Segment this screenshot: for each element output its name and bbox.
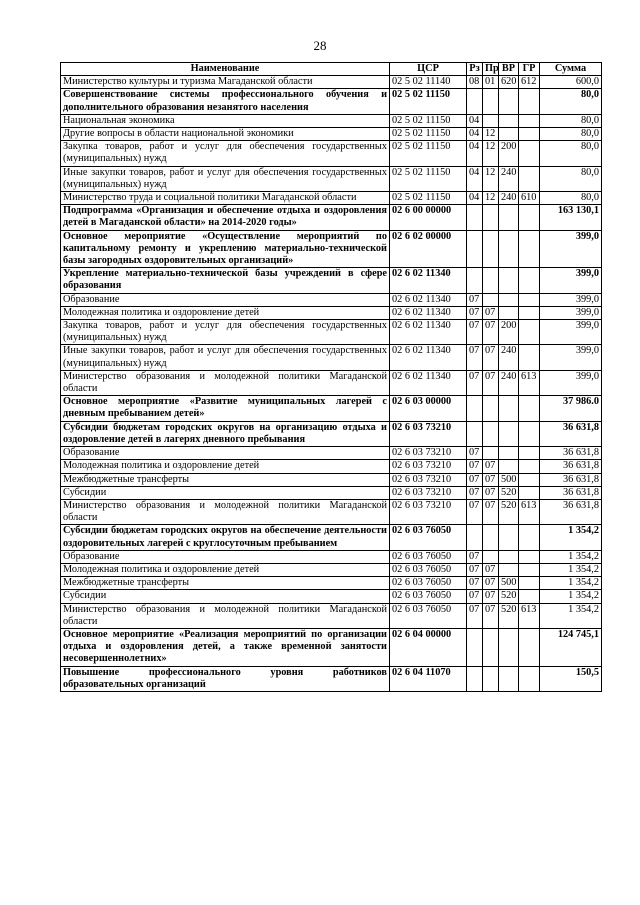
- row-pr: [483, 666, 499, 691]
- row-pr: 07: [483, 320, 499, 345]
- row-sum: 36 631,8: [540, 499, 602, 524]
- row-rz: 07: [467, 563, 483, 576]
- row-gr: [519, 128, 540, 141]
- row-pr: [483, 396, 499, 421]
- row-sum: 80,0: [540, 141, 602, 166]
- row-pr: [483, 230, 499, 268]
- row-name: Основное мероприятие «Осуществление мероприятий по капитальному ремонту и укреплению материально-технической базы загородных оздоровительных организаций»: [61, 230, 390, 268]
- row-gr: 613: [519, 370, 540, 395]
- row-name: Закупка товаров, работ и услуг для обеспечения государственных (муниципальных) нужд: [61, 141, 390, 166]
- row-csr: 02 6 02 00000: [390, 230, 467, 268]
- row-gr: [519, 320, 540, 345]
- row-sum: 163 130,1: [540, 205, 602, 230]
- table-row: [61, 666, 602, 691]
- row-csr: 02 6 02 11340: [390, 268, 467, 293]
- table-body: [61, 76, 602, 692]
- table-row: [61, 320, 602, 345]
- row-gr: [519, 166, 540, 191]
- row-pr: [483, 268, 499, 293]
- row-gr: [519, 421, 540, 446]
- row-gr: 612: [519, 76, 540, 89]
- row-sum: 80,0: [540, 192, 602, 205]
- row-csr: 02 6 03 76050: [390, 603, 467, 628]
- row-gr: [519, 628, 540, 666]
- row-name: Совершенствование системы профессионального обучения и дополнительного образования незанятого населения: [61, 89, 390, 114]
- row-sum: 1 354,2: [540, 563, 602, 576]
- row-sum: 80,0: [540, 114, 602, 127]
- row-name: Повышение профессионального уровня работников образовательных организаций: [61, 666, 390, 691]
- row-gr: [519, 230, 540, 268]
- row-rz: [467, 396, 483, 421]
- row-name: Иные закупки товаров, работ и услуг для обеспечения государственных (муниципальных) нужд: [61, 166, 390, 191]
- table-row: [61, 550, 602, 563]
- row-vr: 500: [499, 577, 519, 590]
- row-name: Межбюджетные трансферты: [61, 577, 390, 590]
- row-gr: [519, 473, 540, 486]
- table-row: [61, 141, 602, 166]
- row-csr: 02 6 03 73210: [390, 460, 467, 473]
- row-vr: 240: [499, 166, 519, 191]
- row-sum: 1 354,2: [540, 603, 602, 628]
- row-vr: 240: [499, 345, 519, 370]
- row-pr: [483, 114, 499, 127]
- table-row: [61, 230, 602, 268]
- table-row: [61, 577, 602, 590]
- page-number: 28: [313, 38, 327, 53]
- row-name: Министерство образования и молодежной политики Магаданской области: [61, 499, 390, 524]
- row-gr: [519, 114, 540, 127]
- row-rz: 07: [467, 473, 483, 486]
- row-csr: 02 6 02 11340: [390, 293, 467, 306]
- row-gr: [519, 396, 540, 421]
- row-sum: 36 631,8: [540, 447, 602, 460]
- row-csr: 02 6 03 73210: [390, 473, 467, 486]
- row-vr: [499, 628, 519, 666]
- table-row: [61, 563, 602, 576]
- row-rz: 07: [467, 345, 483, 370]
- row-rz: 07: [467, 590, 483, 603]
- row-pr: 07: [483, 370, 499, 395]
- row-pr: 07: [483, 603, 499, 628]
- row-vr: [499, 268, 519, 293]
- row-name: Министерство образования и молодежной политики Магаданской области: [61, 370, 390, 395]
- table-row: [61, 603, 602, 628]
- row-gr: [519, 89, 540, 114]
- row-pr: [483, 89, 499, 114]
- table-row: [61, 76, 602, 89]
- row-csr: 02 5 02 11150: [390, 192, 467, 205]
- row-pr: 12: [483, 166, 499, 191]
- row-name: Министерство труда и социальной политики Магаданской области: [61, 192, 390, 205]
- row-sum: 80,0: [540, 128, 602, 141]
- row-vr: [499, 89, 519, 114]
- row-vr: 240: [499, 192, 519, 205]
- row-gr: [519, 590, 540, 603]
- row-rz: 04: [467, 192, 483, 205]
- row-vr: [499, 205, 519, 230]
- row-gr: [519, 577, 540, 590]
- header-gr: ГР: [519, 63, 540, 76]
- row-sum: 124 745,1: [540, 628, 602, 666]
- row-name: Образование: [61, 293, 390, 306]
- row-csr: 02 5 02 11150: [390, 114, 467, 127]
- row-name: Молодежная политика и оздоровление детей: [61, 563, 390, 576]
- row-pr: 07: [483, 486, 499, 499]
- table-row: [61, 473, 602, 486]
- row-csr: 02 6 03 76050: [390, 590, 467, 603]
- row-csr: 02 6 00 00000: [390, 205, 467, 230]
- row-rz: [467, 230, 483, 268]
- row-name: Молодежная политика и оздоровление детей: [61, 306, 390, 319]
- row-sum: 399,0: [540, 306, 602, 319]
- row-name: Национальная экономика: [61, 114, 390, 127]
- table-row: [61, 499, 602, 524]
- row-csr: 02 6 04 11070: [390, 666, 467, 691]
- table-row: [61, 460, 602, 473]
- row-vr: [499, 421, 519, 446]
- row-pr: [483, 628, 499, 666]
- table-row: [61, 345, 602, 370]
- table-row: [61, 306, 602, 319]
- row-vr: 520: [499, 603, 519, 628]
- table-row: [61, 525, 602, 550]
- row-sum: 399,0: [540, 268, 602, 293]
- row-sum: 399,0: [540, 293, 602, 306]
- row-csr: 02 6 03 73210: [390, 421, 467, 446]
- row-pr: [483, 205, 499, 230]
- table-row: [61, 370, 602, 395]
- table-header-row: [61, 63, 602, 76]
- table-row: [61, 421, 602, 446]
- row-csr: 02 6 03 73210: [390, 499, 467, 524]
- row-sum: 80,0: [540, 89, 602, 114]
- row-vr: 200: [499, 320, 519, 345]
- row-pr: 12: [483, 128, 499, 141]
- row-vr: 520: [499, 590, 519, 603]
- row-vr: [499, 128, 519, 141]
- row-vr: [499, 525, 519, 550]
- row-sum: 36 631,8: [540, 473, 602, 486]
- row-rz: 04: [467, 114, 483, 127]
- row-sum: 1 354,2: [540, 550, 602, 563]
- table-row: [61, 268, 602, 293]
- row-sum: 600,0: [540, 76, 602, 89]
- row-sum: 36 631,8: [540, 421, 602, 446]
- row-vr: [499, 114, 519, 127]
- table-row: [61, 192, 602, 205]
- row-gr: [519, 293, 540, 306]
- row-sum: 80,0: [540, 166, 602, 191]
- row-rz: 07: [467, 486, 483, 499]
- row-gr: [519, 460, 540, 473]
- row-gr: 610: [519, 192, 540, 205]
- header-csr: ЦСР: [390, 63, 467, 76]
- row-name: Основное мероприятие «Реализация мероприятий по организации отдыха и оздоровления детей, а также временной занятости несовершеннолетних»: [61, 628, 390, 666]
- row-csr: 02 6 03 73210: [390, 486, 467, 499]
- row-sum: 1 354,2: [540, 590, 602, 603]
- row-rz: 07: [467, 460, 483, 473]
- row-rz: [467, 89, 483, 114]
- header-rz: Рз: [467, 63, 483, 76]
- row-csr: 02 6 03 76050: [390, 577, 467, 590]
- row-csr: 02 6 03 76050: [390, 550, 467, 563]
- row-rz: 07: [467, 320, 483, 345]
- row-csr: 02 6 04 00000: [390, 628, 467, 666]
- row-gr: [519, 306, 540, 319]
- header-sum: Сумма: [540, 63, 602, 76]
- row-vr: 520: [499, 486, 519, 499]
- row-vr: 500: [499, 473, 519, 486]
- row-rz: 07: [467, 306, 483, 319]
- row-name: Подпрограмма «Организация и обеспечение отдыха и оздоровления детей в Магаданской области» на 2014-2020 годы»: [61, 205, 390, 230]
- row-csr: 02 6 03 73210: [390, 447, 467, 460]
- row-gr: [519, 268, 540, 293]
- row-pr: 12: [483, 141, 499, 166]
- row-sum: 1 354,2: [540, 525, 602, 550]
- row-rz: 07: [467, 603, 483, 628]
- row-name: Иные закупки товаров, работ и услуг для обеспечения государственных (муниципальных) нужд: [61, 345, 390, 370]
- row-gr: [519, 666, 540, 691]
- row-gr: [519, 550, 540, 563]
- row-gr: [519, 345, 540, 370]
- row-vr: 620: [499, 76, 519, 89]
- row-name: Субсидии бюджетам городских округов на организацию отдыха и оздоровление детей в лагерях дневного пребывания: [61, 421, 390, 446]
- row-name: Образование: [61, 447, 390, 460]
- table-row: [61, 590, 602, 603]
- row-gr: [519, 447, 540, 460]
- row-rz: 07: [467, 499, 483, 524]
- row-sum: 399,0: [540, 370, 602, 395]
- row-rz: [467, 628, 483, 666]
- row-rz: [467, 666, 483, 691]
- row-pr: 07: [483, 460, 499, 473]
- row-vr: [499, 666, 519, 691]
- row-sum: 36 631,8: [540, 486, 602, 499]
- row-name: Субсидии: [61, 590, 390, 603]
- row-pr: [483, 421, 499, 446]
- table-row: [61, 114, 602, 127]
- row-sum: 1 354,2: [540, 577, 602, 590]
- row-sum: 399,0: [540, 345, 602, 370]
- table-row: [61, 628, 602, 666]
- row-vr: [499, 550, 519, 563]
- row-csr: 02 6 02 11340: [390, 345, 467, 370]
- row-csr: 02 5 02 11150: [390, 141, 467, 166]
- header-name: Наименование: [61, 63, 390, 76]
- row-pr: 12: [483, 192, 499, 205]
- row-rz: [467, 421, 483, 446]
- row-pr: 07: [483, 306, 499, 319]
- row-vr: [499, 447, 519, 460]
- row-rz: 08: [467, 76, 483, 89]
- table-row: [61, 166, 602, 191]
- table-row: [61, 89, 602, 114]
- row-name: Укрепление материально-технической базы учреждений в сфере образования: [61, 268, 390, 293]
- row-pr: 07: [483, 590, 499, 603]
- row-gr: 613: [519, 603, 540, 628]
- row-csr: 02 5 02 11140: [390, 76, 467, 89]
- row-csr: 02 5 02 11150: [390, 128, 467, 141]
- row-name: Субсидии бюджетам городских округов на обеспечение деятельности оздоровительных лагерей с круглосуточным пребыванием: [61, 525, 390, 550]
- row-pr: 07: [483, 345, 499, 370]
- row-csr: 02 6 02 11340: [390, 370, 467, 395]
- row-sum: 399,0: [540, 320, 602, 345]
- row-rz: [467, 205, 483, 230]
- row-name: Молодежная политика и оздоровление детей: [61, 460, 390, 473]
- row-csr: 02 6 03 76050: [390, 525, 467, 550]
- row-name: Закупка товаров, работ и услуг для обеспечения государственных (муниципальных) нужд: [61, 320, 390, 345]
- row-name: Министерство культуры и туризма Магаданской области: [61, 76, 390, 89]
- row-pr: [483, 447, 499, 460]
- header-vr: ВР: [499, 63, 519, 76]
- row-gr: [519, 525, 540, 550]
- row-csr: 02 6 02 11340: [390, 306, 467, 319]
- row-vr: 240: [499, 370, 519, 395]
- row-vr: 520: [499, 499, 519, 524]
- row-rz: 07: [467, 577, 483, 590]
- row-pr: 07: [483, 577, 499, 590]
- row-vr: [499, 306, 519, 319]
- row-csr: 02 5 02 11150: [390, 166, 467, 191]
- row-rz: [467, 525, 483, 550]
- row-gr: [519, 141, 540, 166]
- row-pr: 01: [483, 76, 499, 89]
- row-gr: [519, 563, 540, 576]
- table-row: [61, 396, 602, 421]
- row-pr: 07: [483, 563, 499, 576]
- row-name: Основное мероприятие «Развитие муниципальных лагерей с дневным пребыванием детей»: [61, 396, 390, 421]
- budget-table: [60, 62, 602, 692]
- header-pr: Пр: [483, 63, 499, 76]
- row-pr: [483, 525, 499, 550]
- row-gr: 613: [519, 499, 540, 524]
- row-vr: 200: [499, 141, 519, 166]
- row-rz: 07: [467, 550, 483, 563]
- row-name: Образование: [61, 550, 390, 563]
- row-rz: [467, 268, 483, 293]
- table-row: [61, 447, 602, 460]
- row-name: Субсидии: [61, 486, 390, 499]
- row-vr: [499, 293, 519, 306]
- row-csr: 02 6 02 11340: [390, 320, 467, 345]
- row-pr: 07: [483, 473, 499, 486]
- row-sum: 36 631,8: [540, 460, 602, 473]
- row-sum: 150,5: [540, 666, 602, 691]
- row-rz: 04: [467, 166, 483, 191]
- table-row: [61, 486, 602, 499]
- row-sum: 37 986.0: [540, 396, 602, 421]
- row-rz: 07: [467, 370, 483, 395]
- row-vr: [499, 460, 519, 473]
- row-vr: [499, 230, 519, 268]
- row-rz: 04: [467, 141, 483, 166]
- row-rz: 07: [467, 447, 483, 460]
- row-sum: 399,0: [540, 230, 602, 268]
- row-rz: 04: [467, 128, 483, 141]
- row-csr: 02 6 03 00000: [390, 396, 467, 421]
- table-row: [61, 293, 602, 306]
- row-gr: [519, 486, 540, 499]
- row-pr: [483, 293, 499, 306]
- table-row: [61, 128, 602, 141]
- row-csr: 02 5 02 11150: [390, 89, 467, 114]
- row-rz: 07: [467, 293, 483, 306]
- row-vr: [499, 396, 519, 421]
- row-vr: [499, 563, 519, 576]
- row-name: Межбюджетные трансферты: [61, 473, 390, 486]
- row-pr: 07: [483, 499, 499, 524]
- row-name: Министерство образования и молодежной политики Магаданской области: [61, 603, 390, 628]
- row-gr: [519, 205, 540, 230]
- table-row: [61, 205, 602, 230]
- row-name: Другие вопросы в области национальной экономики: [61, 128, 390, 141]
- row-pr: [483, 550, 499, 563]
- row-csr: 02 6 03 76050: [390, 563, 467, 576]
